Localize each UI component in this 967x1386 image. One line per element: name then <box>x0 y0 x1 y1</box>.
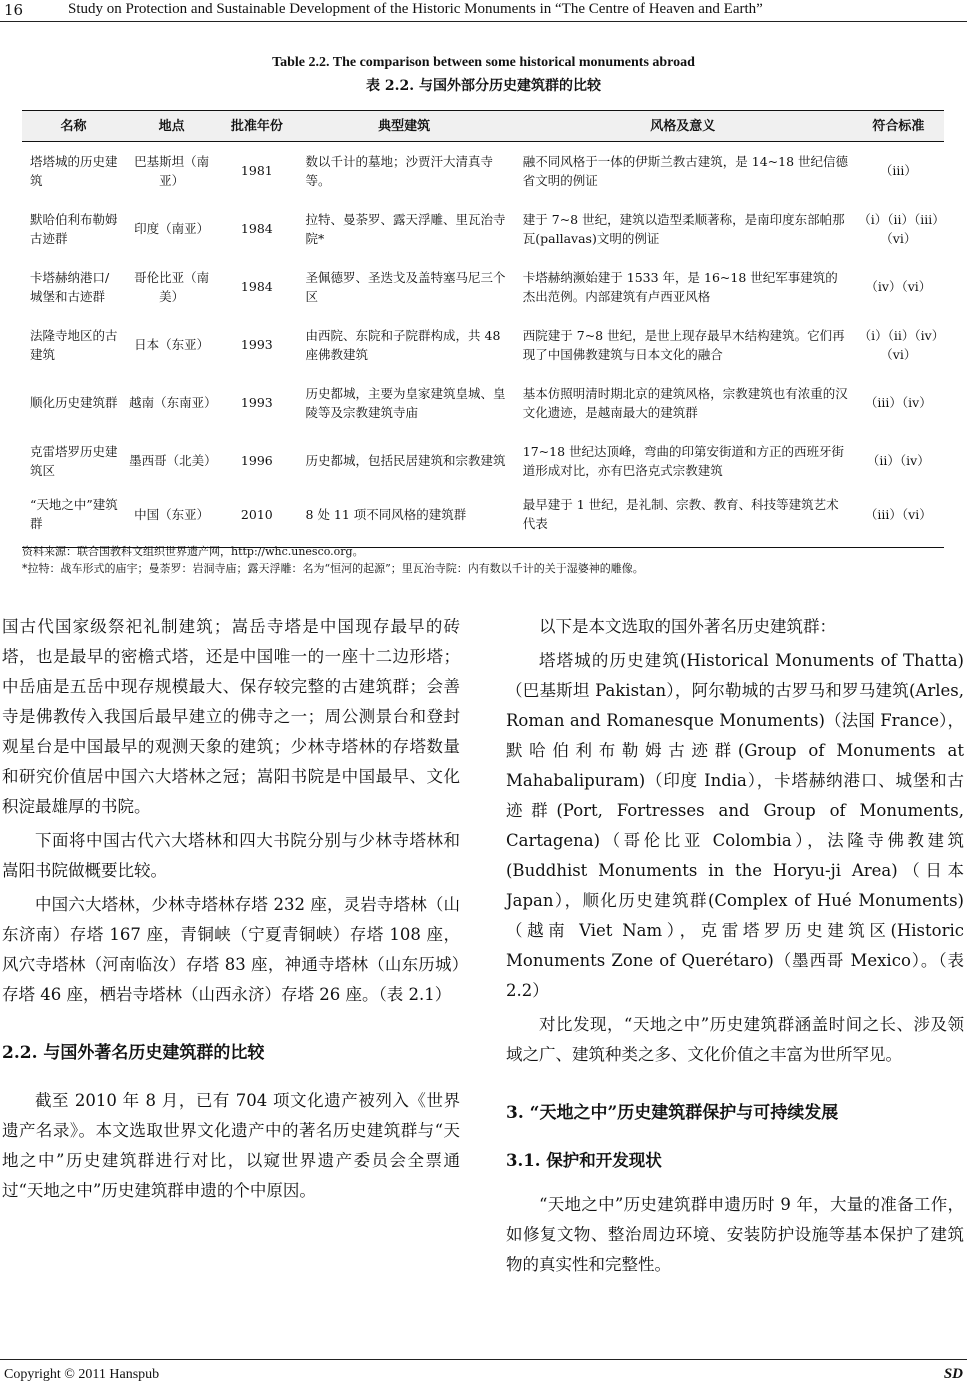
column-header: 地点 <box>125 111 218 142</box>
section-heading: 2.2. 与国外著名历史建筑群的比较 <box>2 1043 265 1063</box>
comparison-table <box>22 110 944 548</box>
cell-criteria: （i）（ii）（iv）（vi） <box>858 327 938 362</box>
running-title: Study on Protection and Sustainable Development of the Historic Monuments in “The Centre of Heaven and Earth” <box>68 1 763 17</box>
cell-year: 1993 <box>240 395 273 410</box>
cell-style: 最早建于 1 世纪，是礼制、宗教、教育、科技等建筑艺术代表 <box>513 490 853 548</box>
cell-style: 建于 7~8 世纪，建筑以造型柔顺著称，是南印度东部帕那瓦(pallavas)文明的例证 <box>522 211 845 246</box>
page-header <box>0 0 967 22</box>
paragraph: “天地之中”历史建筑群申遗历时 9 年，大量的准备工作，如修复文物、整治周边环境、安装防护设施等基本保护了建筑物的真实性和完整性。 <box>506 1195 964 1274</box>
column-header: 批准年份 <box>218 111 295 142</box>
table-header-row <box>22 111 944 142</box>
table-source-note: 资料来源：联合国教科文组织世界遗产网，http://whc.unesco.org。 <box>22 545 364 558</box>
cell-location: 日本（东亚） <box>134 337 210 352</box>
cell-style: 西院建于 7~8 世纪，是世上现存最早木结构建筑。它们再现了中国佛教建筑与日本文化的融合 <box>522 327 845 362</box>
cell-building: 拉特、曼荼罗、露天浮雕、里瓦治寺院* <box>305 211 506 246</box>
paragraph: 以下是本文选取的国外著名历史建筑群： <box>539 617 836 636</box>
cell-year: 1993 <box>240 337 273 352</box>
cell-year: 1984 <box>240 221 273 236</box>
table-row <box>22 258 944 316</box>
paragraph: 下面将中国古代六大塔林和四大书院分别与少林寺塔林和嵩阳书院做概要比较。 <box>2 831 460 880</box>
page-number: 16 <box>4 1 24 19</box>
column-header: 名称 <box>22 111 125 142</box>
table-row <box>22 374 944 432</box>
cell-location: 哥伦比亚（南美） <box>134 269 210 304</box>
footer-rule <box>0 1359 967 1360</box>
section-heading: 3. “天地之中”历史建筑群保护与可持续发展 <box>506 1103 839 1123</box>
page-footer <box>0 1355 967 1386</box>
table-notes <box>22 543 644 577</box>
cell-criteria: （i）（ii）（iii）（vi） <box>858 211 939 246</box>
cell-criteria: （iii）（iv） <box>864 395 932 410</box>
table-footnote: *拉特：战车形式的庙宇；曼荼罗：岩洞寺庙；露天浮雕：名为“恒河的起源”；里瓦治寺院：内有数以千计的关于湿婆神的雕像。 <box>22 562 644 575</box>
header-rule <box>0 21 967 22</box>
cell-name: 法隆寺地区的古建筑 <box>30 327 118 362</box>
column-header: 典型建筑 <box>296 111 513 142</box>
paragraph: 国古代国家级祭祀礼制建筑；嵩岳寺塔是中国现存最早的砖塔，也是最早的密檐式塔，还是中国唯一的一座十二边形塔；中岳庙是五岳中现存规模最大、保存较完整的古建筑群；会善寺是佛教传入我国后最早建立的佛寺之一；周公测景台和登封观星台是中国最早的观测天象的建筑；少林寺塔林的存塔数量和研究价值居中国六大塔林之冠；嵩阳书院是中国最早、文化积淀最雄厚的书院。 <box>2 617 460 816</box>
cell-building: 圣佩德罗、圣迭戈及盖特塞马尼三个区 <box>305 269 506 304</box>
journal-abbrev: SD <box>943 1366 963 1382</box>
cell-style: 17~18 世纪达顶峰，弯曲的印第安街道和方正的西班牙街道形成对比，亦有巴洛克式宗教建筑 <box>522 443 845 478</box>
column-header: 风格及意义 <box>513 111 853 142</box>
cell-criteria: （iii） <box>879 163 917 179</box>
cell-name: 克雷塔罗历史建筑区 <box>30 443 118 478</box>
table-caption-zh: 表 2.2. 与国外部分历史建筑群的比较 <box>366 78 601 94</box>
copyright: Copyright © 2011 Hanspub <box>4 1367 160 1382</box>
right-column <box>506 612 964 1280</box>
cell-style: 基本仿照明清时期北京的建筑风格，宗教建筑也有浓重的汉文化遗迹，是越南最大的建筑群 <box>522 385 848 420</box>
cell-name: 塔塔城的历史建筑 <box>30 153 118 188</box>
cell-building: 历史都城，主要为皇家建筑皇城、皇陵等及宗教建筑寺庙 <box>305 385 506 420</box>
cell-style: 融不同风格于一体的伊斯兰教古建筑，是 14~18 世纪信德省文明的例证 <box>522 153 848 188</box>
table-caption-en: Table 2.2. The comparison between some historical monuments abroad <box>272 55 695 70</box>
cell-criteria: （iv）（vi） <box>865 279 932 294</box>
cell-location: 墨西哥（北美） <box>129 453 217 468</box>
cell-year: 2010 <box>218 490 295 548</box>
left-column <box>2 612 460 1206</box>
table-row <box>22 200 944 258</box>
cell-year: 1984 <box>240 279 273 294</box>
cell-location: 印度（南亚） <box>134 221 210 236</box>
table-row <box>22 142 944 200</box>
paragraph: 中国六大塔林，少林寺塔林存塔 232 座，灵岩寺塔林（山东济南）存塔 167 座，青铜峡（宁夏青铜峡）存塔 108 座，风穴寺塔林（河南临汝）存塔 83 座，神通寺塔林（山东历城）存塔 46 座，栖岩寺塔林（山西永济）存塔 26 座。（表 2.1） <box>2 895 460 1004</box>
column-header: 符合标准 <box>853 111 944 142</box>
cell-year: 1981 <box>240 163 273 179</box>
cell-criteria: （ii）（iv） <box>866 453 930 468</box>
cell-building: 历史都城，包括民居建筑和宗教建筑 <box>305 453 506 468</box>
cell-location: 越南（东南亚） <box>129 395 217 410</box>
paragraph: 塔塔城的历史建筑(Historical Monuments of Thatta)（巴基斯坦 Pakistan），阿尔勒城的古罗马和罗马建筑(Arles, Roman and Romanesque Monuments)（法国 France），默哈伯利布勒姆古迹群(Group of Monuments at Mahabalipuram)（印度 India），卡塔赫纳港口、城堡和古迹群(Port, Fortresses and Group of Monuments, Cartagena)（哥伦比亚 Colombia），法隆寺佛教建筑(Buddhist Monuments in the Horyu-ji Area)（日本 Japan），顺化历史建筑群(Complex of Hué Monuments)（越南 Viet Nam），克雷塔罗历史建筑区(Historic Monuments Zone of Querétaro)（墨西哥 Mexico）。（表 2.2） <box>506 651 964 1000</box>
cell-building: 数以千计的墓地；沙贾汗大清真寺等。 <box>305 153 494 188</box>
table-row <box>22 490 944 548</box>
cell-building: 8 处 11 项不同风格的建筑群 <box>296 490 513 548</box>
table-row <box>22 432 944 490</box>
cell-style: 卡塔赫纳濒始建于 1533 年，是 16~18 世纪军事建筑的杰出范例。内部建筑有卢西亚风格 <box>522 269 838 304</box>
cell-location: 巴基斯坦（南亚） <box>134 153 210 188</box>
paragraph: 截至 2010 年 8 月，已有 704 项文化遗产被列入《世界遗产名录》。本文选取世界文化遗产中的著名历史建筑群与“天地之中”历史建筑群进行对比，以窥世界遗产委员会全票通过“天地之中”历史建筑群申遗的个中原因。 <box>2 1091 460 1200</box>
table-row <box>22 316 944 374</box>
cell-name: 默哈伯利布勒姆古迹群 <box>30 211 118 246</box>
subsection-heading: 3.1. 保护和开发现状 <box>506 1151 662 1170</box>
cell-criteria: （iii）（vi） <box>853 490 944 548</box>
cell-name: “天地之中”建筑群 <box>22 490 125 548</box>
cell-name: 顺化历史建筑群 <box>30 395 118 410</box>
cell-name: 卡塔赫纳港口/城堡和古迹群 <box>30 269 110 304</box>
cell-year: 1996 <box>240 453 273 468</box>
cell-location: 中国（东亚） <box>125 490 218 548</box>
cell-building: 由西院、东院和子院群构成，共 48 座佛教建筑 <box>305 327 501 362</box>
paragraph: 对比发现，“天地之中”历史建筑群涵盖时间之长、涉及领域之广、建筑种类之多、文化价值之丰富为世所罕见。 <box>506 1015 964 1064</box>
